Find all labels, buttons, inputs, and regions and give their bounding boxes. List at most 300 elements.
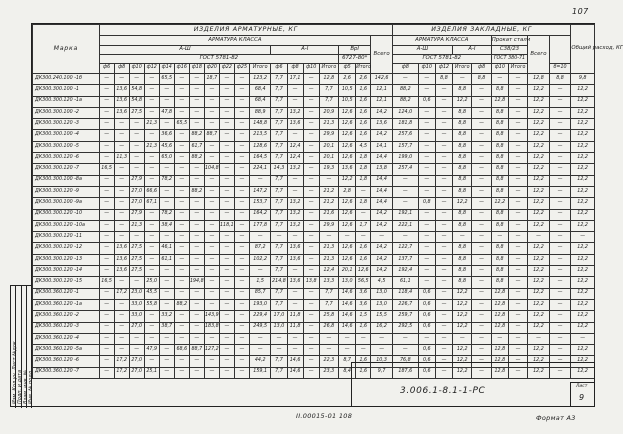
table-cell: 47,9 [144,345,159,356]
table-cell: — [303,107,319,118]
table-row [33,119,595,130]
table-cell: 27,5 [129,107,144,118]
table-cell: 12,8 [491,288,508,299]
table-cell: — [418,141,435,152]
table-cell: 7,7 [271,186,287,197]
table-cell: — [249,232,270,243]
table-cell: — [189,266,204,277]
table-cell: 12,2 [339,175,356,186]
table-cell: 14,2 [371,107,393,118]
table-cell: 8,8 [491,119,508,130]
table-cell: — [303,311,319,322]
table-cell: — [435,85,452,96]
table-cell: 88,7 [189,345,204,356]
table-cell: — [491,232,508,243]
table-cell: — [114,130,129,141]
table-cell: 12,6 [339,141,356,152]
table-cell: 8,8 [491,186,508,197]
table-cell: 12,2 [571,266,595,277]
table-cell: 14,2 [371,209,393,220]
table-cell: 2,6 [339,74,356,85]
table-cell: 8,8 [491,254,508,265]
table-cell: — [549,345,571,356]
table-cell: 292,5 [392,322,418,333]
table-cell: — [114,198,129,209]
table-cell: 3,6 [356,299,371,310]
table-cell: 12,6 [339,209,356,220]
table-cell: — [219,85,234,96]
diameter-header: ф22 [219,64,234,74]
table-cell: 224,1 [249,164,270,175]
table-cell: — [99,243,114,254]
table-cell: — [189,243,204,254]
table-cell: 12,4 [287,153,303,164]
table-cell: — [249,333,270,344]
diameter-header: ф25 [234,64,249,74]
table-cell: 27,0 [129,356,144,367]
table-cell: — [508,345,527,356]
table-cell: — [234,85,249,96]
table-cell: — [129,141,144,152]
table-cell: — [204,288,219,299]
table-cell: 12,2 [571,243,595,254]
table-cell: 14,3 [271,164,287,175]
table-cell: — [435,333,452,344]
table-cell: — [99,345,114,356]
table-cell: — [418,153,435,164]
table-row [33,198,595,209]
table-cell: — [435,322,452,333]
table-cell: 26,8 [319,322,338,333]
element-mark: ДК300.300.120 -15 [33,277,100,288]
table-cell: — [472,119,491,130]
table-cell: 13,2 [287,209,303,220]
table-cell: 7,7 [271,141,287,152]
table-cell: — [549,356,571,367]
table-cell: — [219,198,234,209]
table-cell: 13,6 [287,254,303,265]
table-cell: — [418,333,435,344]
table-cell: — [549,186,571,197]
page-number: 107 [572,7,589,16]
element-mark: ДК300.300.100 -1 [33,85,100,96]
table-cell: 12,2 [528,119,549,130]
table-cell: — [371,232,393,243]
table-cell: 4,5 [371,277,393,288]
table-cell: — [303,74,319,85]
table-cell: — [189,96,204,107]
table-cell: — [129,333,144,344]
table-cell: 164,5 [249,153,270,164]
table-cell: 14,6 [339,322,356,333]
table-cell: 66,6 [144,186,159,197]
table-cell: 257,4 [392,164,418,175]
table-cell: 11,3 [114,153,129,164]
table-cell: — [174,107,189,118]
table-cell: — [174,232,189,243]
table-cell: — [435,277,452,288]
table-cell: — [99,254,114,265]
table-cell: 7,7 [271,175,287,186]
table-cell: 12,2 [453,356,472,367]
table-cell: — [189,288,204,299]
table-cell: — [472,311,491,322]
table-cell: 7,7 [319,85,338,96]
table-cell: — [472,153,491,164]
table-cell: — [219,74,234,85]
table-cell: — [204,198,219,209]
table-cell: — [418,243,435,254]
table-cell: 259,7 [392,311,418,322]
table-cell: 12,6 [339,243,356,254]
table-cell: — [472,85,491,96]
table-cell: 61,1 [392,277,418,288]
table-cell: 0,8 [418,198,435,209]
element-mark: ДК300.360.120 -4 [33,333,100,344]
table-cell: — [303,119,319,130]
table-cell: — [508,198,527,209]
table-cell: 21,3 [129,220,144,231]
table-cell: 12,2 [571,85,595,96]
table-cell: — [144,175,159,186]
diameter-header: ф10 [303,64,319,74]
table-cell: — [189,74,204,85]
table-cell: 142,6 [371,74,393,85]
table-cell: 7,7 [271,288,287,299]
table-cell: — [234,277,249,288]
approval-field-label: Изм. Кол.уч. Лист №док. [12,339,18,404]
table-cell: — [472,141,491,152]
table-cell: — [114,175,129,186]
table-cell: — [435,288,452,299]
table-cell: 8,8 [453,266,472,277]
table-cell: — [234,186,249,197]
table-cell: 148,8 [249,119,270,130]
table-cell: — [144,232,159,243]
table-cell: — [287,130,303,141]
table-row [33,254,595,265]
table-cell: 21,3 [319,254,338,265]
table-cell: — [99,198,114,209]
table-cell: 8,8 [491,130,508,141]
table-cell: — [204,175,219,186]
table-cell: 12,2 [571,164,595,175]
table-cell: 8,8 [491,85,508,96]
table-cell: — [204,243,219,254]
element-mark: ДК300.360.120 -2 [33,311,100,322]
table-cell: — [571,232,595,243]
class-a3-header: А-Ш [99,46,271,55]
table-cell: — [435,198,452,209]
table-cell: — [303,367,319,378]
table-cell: 257,6 [392,130,418,141]
table-row [33,243,595,254]
table-cell: — [435,356,452,367]
sheet-label: Лист [576,384,588,389]
table-cell: 27,5 [129,254,144,265]
table-cell: 1,6 [356,367,371,378]
approval-field-label: Инв. № подл. [27,369,34,404]
table-cell: — [99,107,114,118]
element-mark: ДК300.300.120 -12 [33,243,100,254]
table-cell: 13,6 [114,107,129,118]
table-cell: — [204,153,219,164]
table-cell: — [219,119,234,130]
table-cell: 88,9 [249,107,270,118]
table-cell: — [159,232,174,243]
table-cell: — [219,141,234,152]
title-block [351,362,595,407]
table-cell: — [174,130,189,141]
table-cell: 1,6 [356,130,371,141]
table-cell: — [435,141,452,152]
table-cell: 187,6 [392,367,418,378]
table-cell: 2,8 [339,186,356,197]
table-cell: 183,8 [204,322,219,333]
table-cell: — [144,266,159,277]
table-cell: — [435,164,452,175]
table-cell: — [287,232,303,243]
table-cell: 12,2 [571,209,595,220]
diameter-header: ф12 [435,64,452,74]
diameter-header: ф20 [204,64,219,74]
table-cell: — [287,186,303,197]
table-cell: — [549,322,571,333]
table-row [33,74,595,85]
table-cell: — [287,288,303,299]
element-mark: ДК300.360.120 -5а [33,345,100,356]
table-cell: — [508,107,527,118]
element-mark: ДК300.300.120 -10а [33,220,100,231]
table-cell: 23,0 [129,288,144,299]
table-cell: — [472,333,491,344]
table-cell: 8,8 [453,186,472,197]
diameter-header: б=10 [549,64,571,74]
table-cell: 88,2 [189,130,204,141]
table-cell: 7,7 [271,198,287,209]
table-cell: — [144,153,159,164]
table-cell: 12,8 [491,96,508,107]
table-cell: — [472,186,491,197]
table-cell: 12,8 [491,322,508,333]
table-cell: 12,2 [528,266,549,277]
table-cell: 12,6 [339,153,356,164]
table-cell: 27,0 [129,186,144,197]
table-cell: — [549,220,571,231]
table-cell: — [508,254,527,265]
table-cell: — [174,220,189,231]
table-cell: 12,2 [453,96,472,107]
table-cell: 157,7 [392,141,418,152]
table-cell: — [508,141,527,152]
table-cell: — [287,266,303,277]
table-cell: — [392,186,418,197]
table-cell: 23,3 [319,367,338,378]
table-cell: 12,2 [571,186,595,197]
table-cell: 12,1 [371,85,393,96]
table-cell: — [234,130,249,141]
table-cell: 12,2 [571,311,595,322]
document-code: 3.006.1-8.1-1-РС [400,386,486,396]
table-cell: 12,2 [528,85,549,96]
armature-class-header: АРМАТУРА КЛАССА [99,36,371,46]
table-cell: — [508,299,527,310]
table-cell: — [234,175,249,186]
table-cell: — [508,209,527,220]
table-cell: — [99,266,114,277]
table-cell: 12,2 [528,356,549,367]
table-cell: — [189,299,204,310]
table-cell: — [219,186,234,197]
table-cell: — [159,186,174,197]
embedded-class-a3-header: А-Ш [392,46,452,55]
table-cell: 2,6 [356,74,371,85]
table-cell: — [508,232,527,243]
diameter-header: ф10 [491,64,508,74]
table-cell: 14,6 [339,299,356,310]
table-cell: 0,6 [418,345,435,356]
table-cell: 12,2 [528,288,549,299]
table-cell: — [303,345,319,356]
table-cell: — [303,266,319,277]
table-cell: 12,2 [571,322,595,333]
table-cell: — [418,85,435,96]
table-cell: — [99,333,114,344]
table-cell: — [144,220,159,231]
table-cell: — [508,74,527,85]
table-cell: — [174,333,189,344]
table-cell: — [418,74,435,85]
table-cell: 8,8 [491,243,508,254]
table-cell: 16,5 [99,164,114,175]
table-row [33,232,595,243]
table-cell: 12,2 [528,345,549,356]
table-cell: 1,6 [356,356,371,367]
table-cell: 11,8 [287,311,303,322]
table-cell: — [303,243,319,254]
table-cell: — [174,164,189,175]
table-cell: 12,2 [571,198,595,209]
table-cell: — [234,141,249,152]
approval-field [27,286,32,408]
table-cell: — [159,277,174,288]
table-cell: 12,8 [491,356,508,367]
diameter-header: ф8 [287,64,303,74]
table-cell: — [491,333,508,344]
embedded-armature-class-header: АРМАТУРА КЛАССА [392,36,491,46]
table-cell: 9,7 [371,367,393,378]
table-cell: 14,6 [287,367,303,378]
table-cell: — [435,175,452,186]
element-mark: ДК300.300.120 -7 [33,164,100,175]
table-cell: — [508,186,527,197]
element-mark: ДК300.300.100 -2 [33,107,100,118]
class-vr1-header: ВрI [339,46,371,55]
table-cell: 12,2 [528,299,549,310]
table-cell: — [159,119,174,130]
table-cell: — [319,333,338,344]
table-cell: — [174,277,189,288]
table-cell: 11,8 [287,322,303,333]
table-cell: — [418,119,435,130]
table-cell: 181,8 [392,119,418,130]
element-mark: ДК300.300.120 -13 [33,254,100,265]
table-cell: — [418,232,435,243]
table-cell: — [549,243,571,254]
table-cell: 8,8 [549,74,571,85]
table-cell: — [549,254,571,265]
table-cell: — [99,220,114,231]
table-cell: 25,1 [144,367,159,378]
table-cell: 10,3 [371,356,393,367]
table-cell: — [472,299,491,310]
table-cell: 21,3 [144,119,159,130]
table-cell: 7,7 [271,254,287,265]
table-cell: 88,7 [204,130,219,141]
table-cell: 12,2 [528,311,549,322]
table-cell: — [189,85,204,96]
table-cell: — [303,175,319,186]
table-cell: — [303,356,319,367]
table-cell: 13,8 [371,164,393,175]
gost-steel-header: ГОСТ 380-71 [491,55,528,64]
table-cell: 12,2 [571,345,595,356]
table-cell: 20,1 [319,141,338,152]
table-cell: 7,7 [271,356,287,367]
table-cell: 1,8 [356,153,371,164]
specification-table [32,24,623,379]
table-cell: 13,0 [371,299,393,310]
table-cell: — [339,232,356,243]
table-cell: 13,2 [287,220,303,231]
table-cell: 78,2 [159,175,174,186]
table-cell: — [219,356,234,367]
table-cell: 124,0 [392,107,418,118]
table-cell: 12,2 [528,186,549,197]
table-cell: — [453,74,472,85]
diameter-header: Итого [319,64,338,74]
table-cell: — [303,85,319,96]
table-cell: 104,8 [204,164,219,175]
table-cell: — [234,119,249,130]
table-cell: 85,7 [249,288,270,299]
table-cell: — [204,141,219,152]
table-cell: 1,7 [356,220,371,231]
table-cell: 8,8 [453,277,472,288]
table-cell: — [219,367,234,378]
diameter-header: Итого [453,64,472,74]
table-cell: — [549,107,571,118]
table-cell: — [549,311,571,322]
table-cell: — [219,288,234,299]
table-cell: 12,8 [491,311,508,322]
table-cell: 214,8 [271,277,287,288]
table-cell: — [508,175,527,186]
table-cell: — [159,266,174,277]
table-cell: — [234,74,249,85]
table-cell: 1,6 [356,243,371,254]
table-cell: — [144,311,159,322]
element-mark: ДК300.360.120 -1а [33,299,100,310]
table-cell: 56,5 [356,277,371,288]
table-cell: — [99,74,114,85]
table-cell: — [303,220,319,231]
table-cell: — [234,243,249,254]
table-cell: 8,8 [453,209,472,220]
table-cell: — [234,220,249,231]
table-cell: — [144,164,159,175]
table-cell: 65,5 [174,119,189,130]
